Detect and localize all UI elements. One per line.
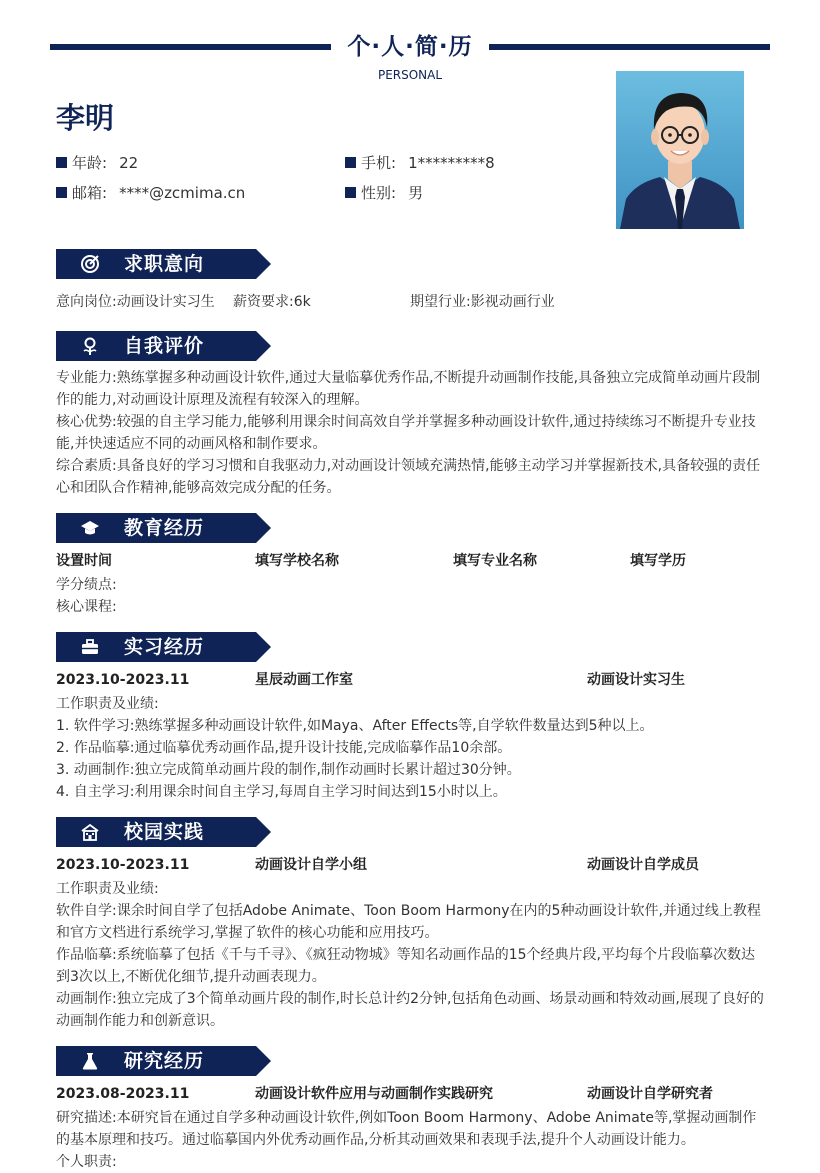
briefcase-icon (80, 637, 100, 657)
research-org: 动画设计软件应用与动画制作实践研究 (255, 1086, 493, 1102)
graduation-cap-icon (80, 518, 100, 538)
bullet-square-icon (345, 157, 356, 168)
info-gender (345, 183, 423, 203)
section-header-internship (56, 632, 271, 662)
gender-value: 男 (408, 184, 424, 202)
flask-icon (80, 1051, 100, 1071)
email-label: 邮箱: (72, 184, 108, 202)
campus-org: 动画设计自学小组 (255, 857, 367, 873)
header-rule-right (489, 44, 770, 50)
intention-salary: 薪资要求:6k (233, 294, 311, 310)
intention-position: 意向岗位:动画设计实习生 (56, 294, 215, 310)
age-label: 年龄: (72, 154, 108, 172)
document-title: 个·人·简·历 (347, 34, 473, 60)
education-major: 填写专业名称 (453, 553, 537, 569)
section-title-internship: 实习经历 (124, 636, 205, 658)
internship-item: 4. 自主学习:利用课余时间自主学习,每周自主学习时间达到15小时以上。 (56, 784, 507, 800)
internship-org: 星辰动画工作室 (255, 672, 353, 688)
section-header-research (56, 1046, 271, 1076)
bullet-square-icon (345, 187, 356, 198)
research-time: 2023.08-2023.11 (56, 1086, 190, 1102)
self-eval-qualities: 综合素质:具备良好的学习习惯和自我驱动力,对动画设计领域充满热情,能够主动学习并掌握新技术,具备较强的责任心和团队合作精神,能够高效完成分配的任务。 (56, 458, 761, 496)
internship-item: 2. 作品临摹:通过临摹优秀动画作品,提升设计技能,完成临摹作品10余部。 (56, 740, 512, 756)
document-subtitle: PERSONAL (377, 68, 443, 82)
portrait-illustration (616, 71, 744, 229)
campus-time: 2023.10-2023.11 (56, 857, 190, 873)
research-duty-label: 个人职责: (56, 1154, 117, 1170)
age-value: 22 (119, 154, 139, 172)
candidate-name: 李明 (56, 101, 115, 135)
section-header-education (56, 513, 271, 543)
gender-label: 性别: (361, 184, 397, 202)
section-title-intention: 求职意向 (124, 253, 205, 275)
bullet-square-icon (56, 187, 67, 198)
internship-time: 2023.10-2023.11 (56, 672, 190, 688)
info-phone (345, 153, 495, 173)
phone-value: 1*********8 (408, 154, 495, 172)
email-value: ****@zcmima.cn (119, 184, 246, 202)
internship-item: 3. 动画制作:独立完成简单动画片段的制作,制作动画时长累计超过30分钟。 (56, 762, 521, 778)
internship-role: 动画设计实习生 (587, 672, 685, 688)
self-eval-strengths: 核心优势:较强的自主学习能力,能够利用课余时间高效自学并掌握多种动画设计软件,通过持续练习不断提升专业技能,并快速适应不同的动画风格和制作要求。 (56, 414, 756, 452)
internship-item: 1. 软件学习:熟练掌握多种动画设计软件,如Maya、After Effects等,自学软件数量达到5种以上。 (56, 718, 654, 734)
education-courses: 核心课程: (56, 599, 117, 615)
campus-role: 动画设计自学成员 (587, 857, 699, 873)
header-rule-left (50, 44, 331, 50)
research-description: 研究描述:本研究旨在通过自学多种动画设计软件,例如Toon Boom Harmony、Adobe Animate等,掌握动画制作的基本原理和技巧。通过临摹国内外优秀动画作品,分析其动画效果和表现手法,提升个人动画设计能力。 (56, 1110, 757, 1148)
bullet-square-icon (56, 157, 67, 168)
education-time: 设置时间 (56, 553, 112, 569)
profile-photo (616, 71, 744, 229)
target-icon (80, 254, 100, 274)
campus-animation: 动画制作:独立完成了3个简单动画片段的制作,时长总计约2分钟,包括角色动画、场景动画和特效动画,展现了良好的动画制作能力和创新意识。 (56, 991, 764, 1029)
campus-duty-label: 工作职责及业绩: (56, 881, 159, 897)
school-building-icon (80, 822, 100, 842)
internship-duty-label: 工作职责及业绩: (56, 696, 159, 712)
phone-label: 手机: (361, 154, 397, 172)
section-title-self-eval: 自我评价 (124, 335, 205, 357)
flower-icon (80, 336, 100, 356)
education-school: 填写学校名称 (255, 553, 339, 569)
section-title-research: 研究经历 (124, 1050, 205, 1072)
intention-industry: 期望行业:影视动画行业 (410, 294, 555, 310)
section-header-intention (56, 249, 271, 279)
campus-copying: 作品临摹:系统临摹了包括《千与千寻》、《疯狂动物城》等知名动画作品的15个经典片段,平均每个片段临摹次数达到3次以上,不断优化细节,提升动画表现力。 (56, 947, 755, 985)
section-title-campus: 校园实践 (124, 821, 205, 843)
section-header-self-eval (56, 331, 271, 361)
education-degree: 填写学历 (630, 553, 686, 569)
info-email (56, 183, 245, 203)
research-role: 动画设计自学研究者 (587, 1086, 713, 1102)
section-header-campus (56, 817, 271, 847)
campus-software: 软件自学:课余时间自学了包括Adobe Animate、Toon Boom Harmony在内的5种动画设计软件,并通过线上教程和官方文档进行系统学习,掌握了软件的核心功能和应用技巧。 (56, 903, 761, 941)
self-eval-professional: 专业能力:熟练掌握多种动画设计软件,通过大量临摹优秀作品,不断提升动画制作技能,具备独立完成简单动画片段制作的能力,对动画设计原理及流程有较深入的理解。 (56, 370, 761, 408)
info-age (56, 153, 138, 173)
education-gpa: 学分绩点: (56, 577, 117, 593)
section-title-education: 教育经历 (124, 517, 205, 539)
